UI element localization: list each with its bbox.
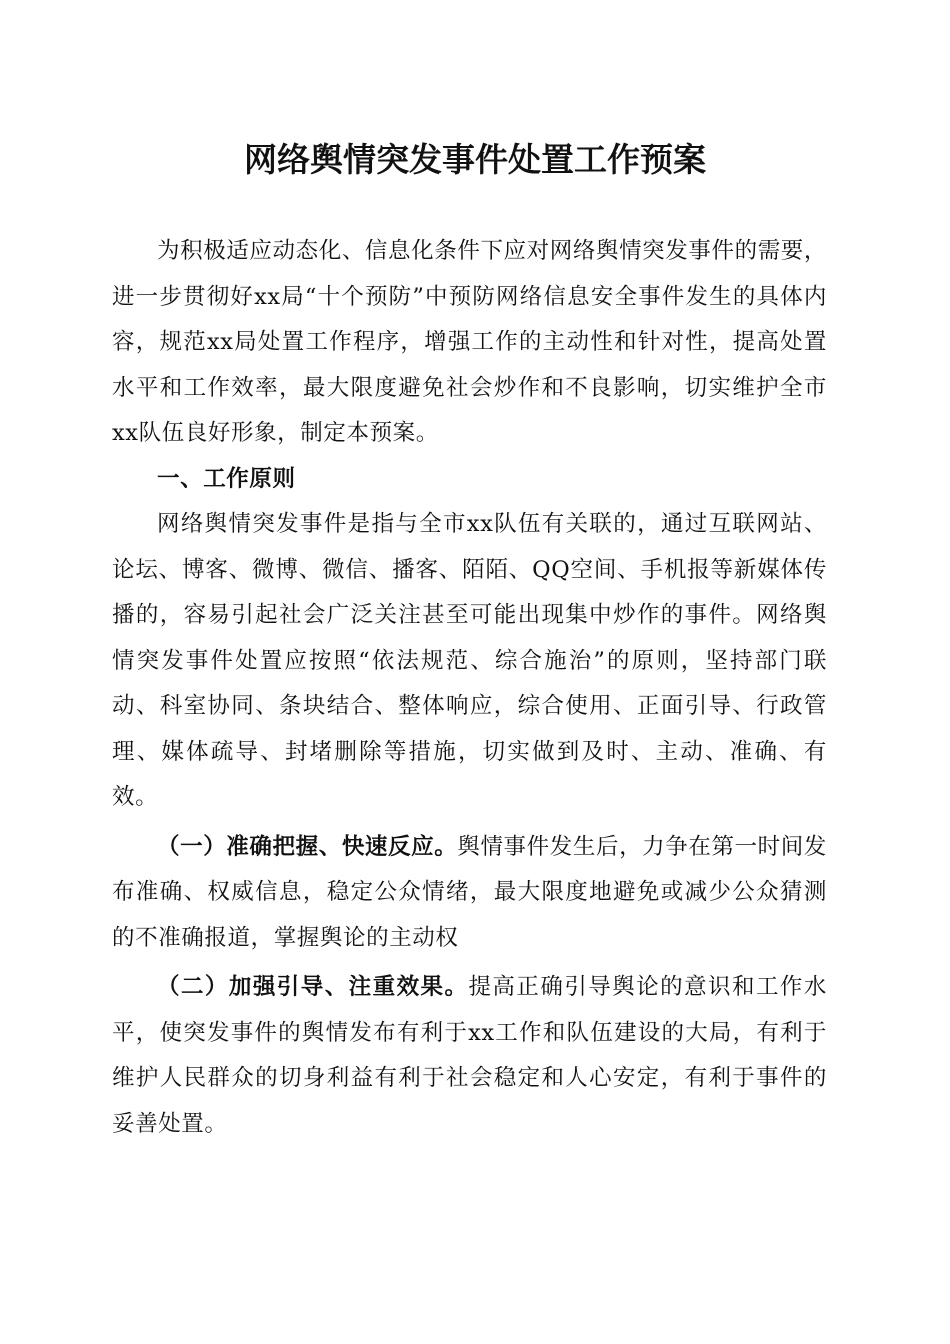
document-body [112, 229, 827, 1147]
section-heading-principles: 一、工作原则 [157, 465, 296, 492]
intro-paragraph: 为积极适应动态化、信息化条件下应对网络舆情突发事件的需要，进一步贯彻好xx局“十个预防”中预防网络信息安全事件发生的具体内容，规范xx局处置工作程序，增强工作的主动性和针对性，提高处置水平和工作效率，最大限度避免社会炒作和不良影响，切实维护全市xx队伍良好形象，制定本预案。 [112, 238, 827, 446]
principle-item-2-lead: （二）加强引导、注重效果。 [157, 974, 469, 1000]
principle-item-2 [112, 965, 827, 1147]
principle-item-1-lead: （一）准确把握、快速反应。 [157, 833, 458, 860]
principle-item-2-text: 提高正确引导舆论的意识和工作水平，使突发事件的舆情发布有利于xx工作和队伍建设的大局，有利于维护人民群众的切身利益有利于社会稳定和人心安定，有利于事件的妥善处置。 [112, 974, 827, 1137]
principles-paragraph: 网络舆情突发事件是指与全市xx队伍有关联的，通过互联网站、论坛、博客、微博、微信、播客、陌陌、QQ空间、手机报等新媒体传播的，容易引起社会广泛关注甚至可能出现集中炒作的事件。网络舆情突发事件处置应按照“依法规范、综合施治”的原则，坚持部门联动、科室协同、条块结合、整体响应，综合使用、正面引导、行政管理、媒体疏导、封堵删除等措施，切实做到及时、主动、准确、有效。 [112, 511, 827, 810]
document-title: 网络舆情突发事件处置工作预案 [244, 140, 706, 179]
principle-item-1-text: 舆情事件发生后，力争在第一时间发布准确、权威信息，稳定公众情绪，最大限度地避免或减少公众猜测的不准确报道，掌握舆论的主动权 [112, 833, 827, 951]
principle-item-1 [112, 825, 827, 962]
